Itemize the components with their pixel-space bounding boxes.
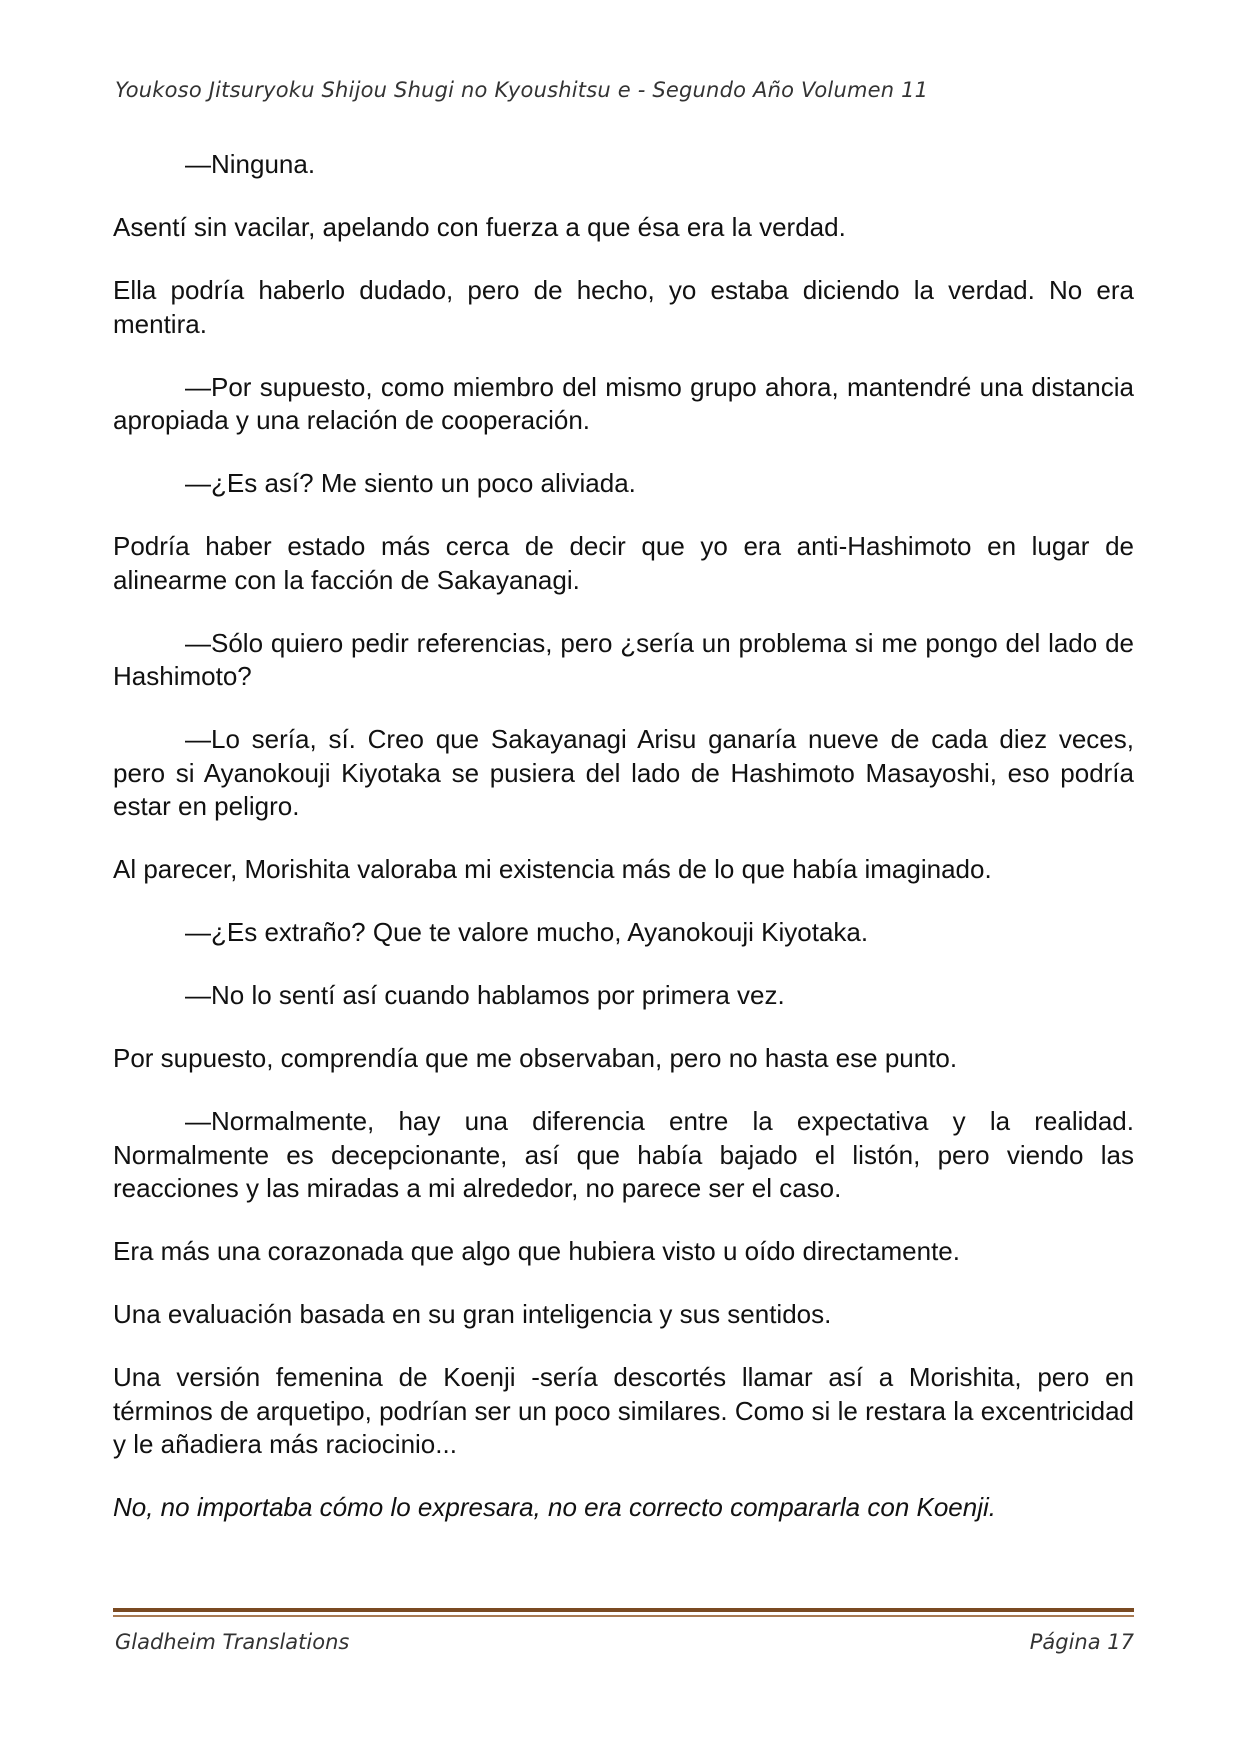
paragraph-dialogue: —Lo sería, sí. Creo que Sakayanagi Arisu ganaría nueve de cada diez veces, pero si Ayanokouji Kiyotaka se pusiera del lado de Hashimoto Masayoshi, eso podría estar en peligro. (113, 724, 1134, 821)
paragraph: Por supuesto, comprendía que me observaban, pero no hasta ese punto. (113, 1043, 958, 1073)
body-text (113, 148, 1134, 1554)
footer-rule-thick (113, 1608, 1134, 1612)
paragraph: Ella podría haberlo dudado, pero de hecho, yo estaba diciendo la verdad. No era mentira. (113, 275, 1134, 339)
running-header: Youkoso Jitsuryoku Shijou Shugi no Kyoushitsu e - Segundo Año Volumen 11 (115, 78, 929, 102)
paragraph-italic: No, no importaba cómo lo expresara, no era correcto compararla con Koenji. (113, 1492, 996, 1522)
paragraph: Asentí sin vacilar, apelando con fuerza a que ésa era la verdad. (113, 212, 846, 242)
paragraph: Una versión femenina de Koenji -sería descortés llamar así a Morishita, pero en términos de arquetipo, podrían ser un poco similares. Como si le restara la excentricidad y le añadiera más raciocinio... (113, 1362, 1134, 1459)
footer-publisher: Gladheim Translations (115, 1630, 350, 1654)
paragraph-dialogue: —No lo sentí así cuando hablamos por primera vez. (185, 980, 785, 1010)
paragraph: Una evaluación basada en su gran inteligencia y sus sentidos. (113, 1299, 832, 1329)
paragraph-dialogue: —Por supuesto, como miembro del mismo grupo ahora, mantendré una distancia apropiada y una relación de cooperación. (113, 371, 1134, 435)
paragraph: Podría haber estado más cerca de decir que yo era anti-Hashimoto en lugar de alinearme con la facción de Sakayanagi. (113, 531, 1134, 595)
paragraph-dialogue: —¿Es extraño? Que te valore mucho, Ayanokouji Kiyotaka. (185, 917, 869, 947)
paragraph-dialogue: —Ninguna. (185, 149, 316, 179)
paragraph-dialogue: —¿Es así? Me siento un poco aliviada. (185, 468, 636, 498)
paragraph: Era más una corazonada que algo que hubiera visto u oído directamente. (113, 1236, 960, 1266)
paragraph-dialogue: —Sólo quiero pedir referencias, pero ¿sería un problema si me pongo del lado de Hashimoto? (113, 627, 1134, 691)
footer-page-number: Página 17 (1029, 1630, 1134, 1654)
paragraph: Al parecer, Morishita valoraba mi existencia más de lo que había imaginado. (113, 854, 992, 884)
footer-rule-thin (113, 1615, 1134, 1617)
paragraph-dialogue: —Normalmente, hay una diferencia entre la expectativa y la realidad. Normalmente es decepcionante, así que había bajado el listón, pero viendo las reacciones y las miradas a mi alrededor, no parece ser el caso. (113, 1106, 1134, 1203)
